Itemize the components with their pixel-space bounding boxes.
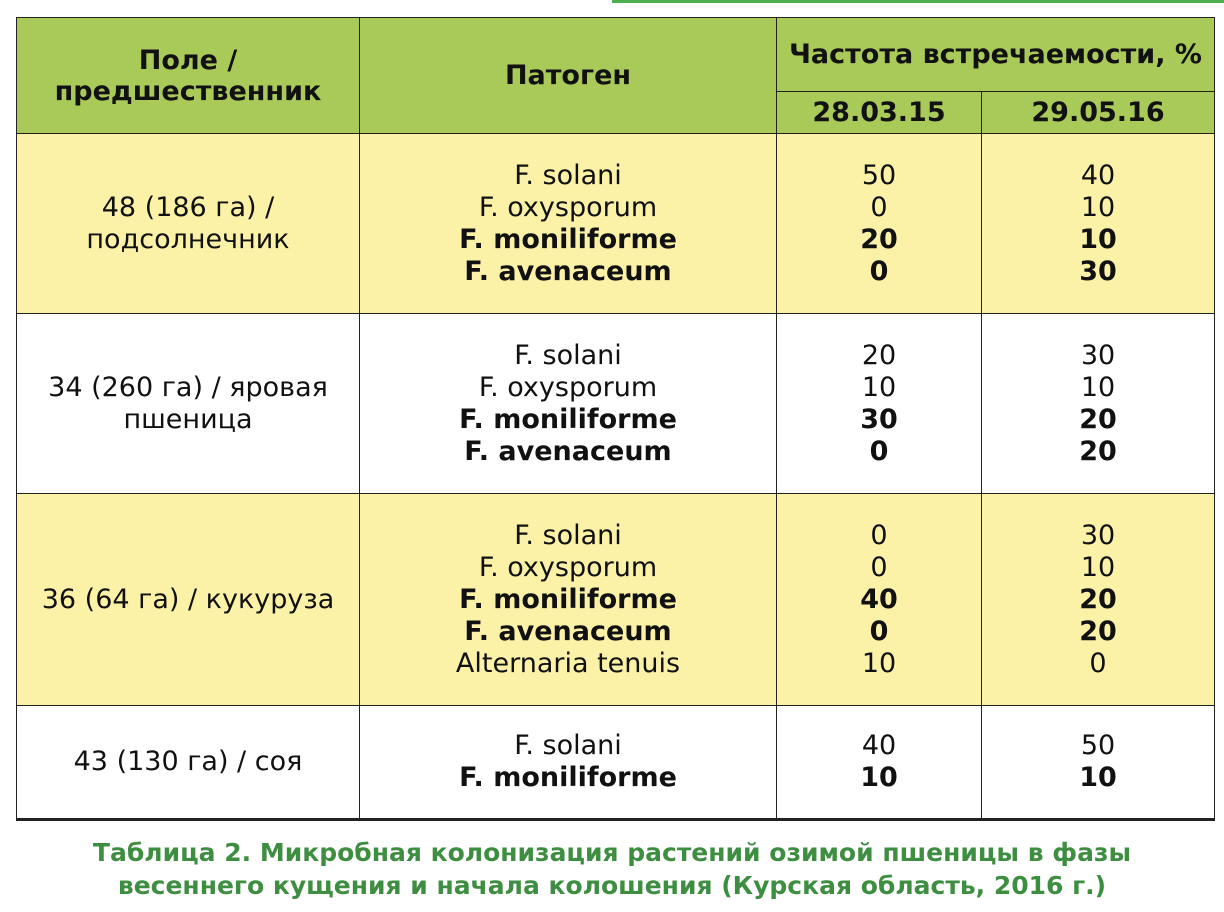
date1-value: 20 bbox=[861, 339, 897, 371]
pathogen-name: F. moniliforme bbox=[459, 223, 677, 255]
date2-value: 40 bbox=[1080, 159, 1116, 191]
field-field-line1: 34 (260 га) / яровая bbox=[48, 371, 328, 403]
date2-value: 30 bbox=[1080, 519, 1116, 551]
header-field-line1: Поле / bbox=[138, 44, 238, 76]
date1-cell bbox=[777, 314, 982, 494]
top-accent-rule bbox=[612, 0, 1224, 3]
pathogen-name: F. avenaceum bbox=[464, 615, 672, 647]
table-row bbox=[17, 494, 1215, 706]
date2-cell bbox=[982, 134, 1215, 314]
date2-value: 20 bbox=[1079, 403, 1117, 435]
date2-value: 50 bbox=[1080, 730, 1116, 761]
caption-line2: весеннего кущения и начала колошения (Курская область, 2016 г.) bbox=[117, 871, 1107, 900]
table-row bbox=[17, 706, 1215, 820]
date2-value: 20 bbox=[1079, 583, 1117, 615]
date1-value: 0 bbox=[869, 255, 889, 287]
table-row bbox=[17, 314, 1215, 494]
date1-value: 30 bbox=[860, 403, 898, 435]
date2-value: 30 bbox=[1079, 255, 1117, 287]
date1-value: 40 bbox=[860, 583, 898, 615]
date2-value: 10 bbox=[1080, 551, 1116, 583]
date1-value: 0 bbox=[869, 435, 889, 467]
header-field-line2: предшественник bbox=[54, 75, 322, 107]
date1-cell bbox=[777, 706, 982, 820]
date2-cell bbox=[982, 314, 1215, 494]
date1-value: 10 bbox=[860, 762, 898, 793]
date1-cell bbox=[777, 494, 982, 706]
date2-cell bbox=[982, 706, 1215, 820]
date2-cell bbox=[982, 494, 1215, 706]
field-cell bbox=[17, 706, 360, 820]
field-field-line2: пшеница bbox=[123, 403, 253, 435]
date1-value: 50 bbox=[861, 159, 897, 191]
field-field-line1: 36 (64 га) / кукуруза bbox=[41, 583, 335, 615]
date2-value: 10 bbox=[1079, 223, 1117, 255]
pathogen-name: F. avenaceum bbox=[464, 435, 672, 467]
field-cell bbox=[17, 134, 360, 314]
date2-value: 10 bbox=[1080, 371, 1116, 403]
field-cell bbox=[17, 314, 360, 494]
table-caption bbox=[0, 836, 1224, 902]
date2-value: 20 bbox=[1079, 615, 1117, 647]
header-pathogen: Патоген bbox=[360, 18, 777, 134]
pathogen-name: F. oxysporum bbox=[478, 191, 658, 223]
pathogen-name: F. solani bbox=[514, 339, 622, 371]
field-field-line1: 48 (186 га) / bbox=[101, 191, 275, 223]
pathogen-name: F. oxysporum bbox=[478, 551, 658, 583]
pathogen-cell bbox=[360, 494, 777, 706]
colonization-table bbox=[16, 17, 1215, 821]
field-field-line2: подсолнечник bbox=[86, 223, 290, 255]
header-field bbox=[17, 18, 360, 134]
date1-value: 0 bbox=[870, 191, 888, 223]
date2-value: 30 bbox=[1080, 339, 1116, 371]
pathogen-name: F. moniliforme bbox=[459, 762, 677, 793]
date2-value: 20 bbox=[1079, 435, 1117, 467]
header-date2: 29.05.16 bbox=[982, 92, 1215, 134]
date1-value: 40 bbox=[861, 730, 897, 761]
date1-value: 10 bbox=[861, 647, 897, 679]
pathogen-name: F. moniliforme bbox=[459, 583, 677, 615]
date2-value: 10 bbox=[1080, 191, 1116, 223]
pathogen-name: F. solani bbox=[514, 519, 622, 551]
caption-line1: Таблица 2. Микробная колонизация растений озимой пшеницы в фазы bbox=[92, 838, 1132, 867]
header-frequency: Частота встречаемости, % bbox=[777, 18, 1215, 92]
pathogen-name: F. solani bbox=[514, 730, 622, 761]
pathogen-cell bbox=[360, 314, 777, 494]
pathogen-name: F. avenaceum bbox=[464, 255, 672, 287]
pathogen-name: Alternaria tenuis bbox=[455, 647, 681, 679]
header-date1: 28.03.15 bbox=[777, 92, 982, 134]
pathogen-cell bbox=[360, 134, 777, 314]
pathogen-name: F. solani bbox=[514, 159, 622, 191]
date1-value: 0 bbox=[870, 519, 888, 551]
field-field-line1: 43 (130 га) / соя bbox=[73, 746, 303, 777]
date1-value: 20 bbox=[860, 223, 898, 255]
date1-value: 0 bbox=[870, 551, 888, 583]
pathogen-name: F. oxysporum bbox=[478, 371, 658, 403]
table-row bbox=[17, 134, 1215, 314]
field-cell bbox=[17, 494, 360, 706]
date1-value: 10 bbox=[861, 371, 897, 403]
pathogen-cell bbox=[360, 706, 777, 820]
date1-cell bbox=[777, 134, 982, 314]
pathogen-name: F. moniliforme bbox=[459, 403, 677, 435]
date2-value: 0 bbox=[1089, 647, 1107, 679]
date2-value: 10 bbox=[1079, 762, 1117, 793]
table-body bbox=[17, 134, 1215, 820]
date1-value: 0 bbox=[869, 615, 889, 647]
